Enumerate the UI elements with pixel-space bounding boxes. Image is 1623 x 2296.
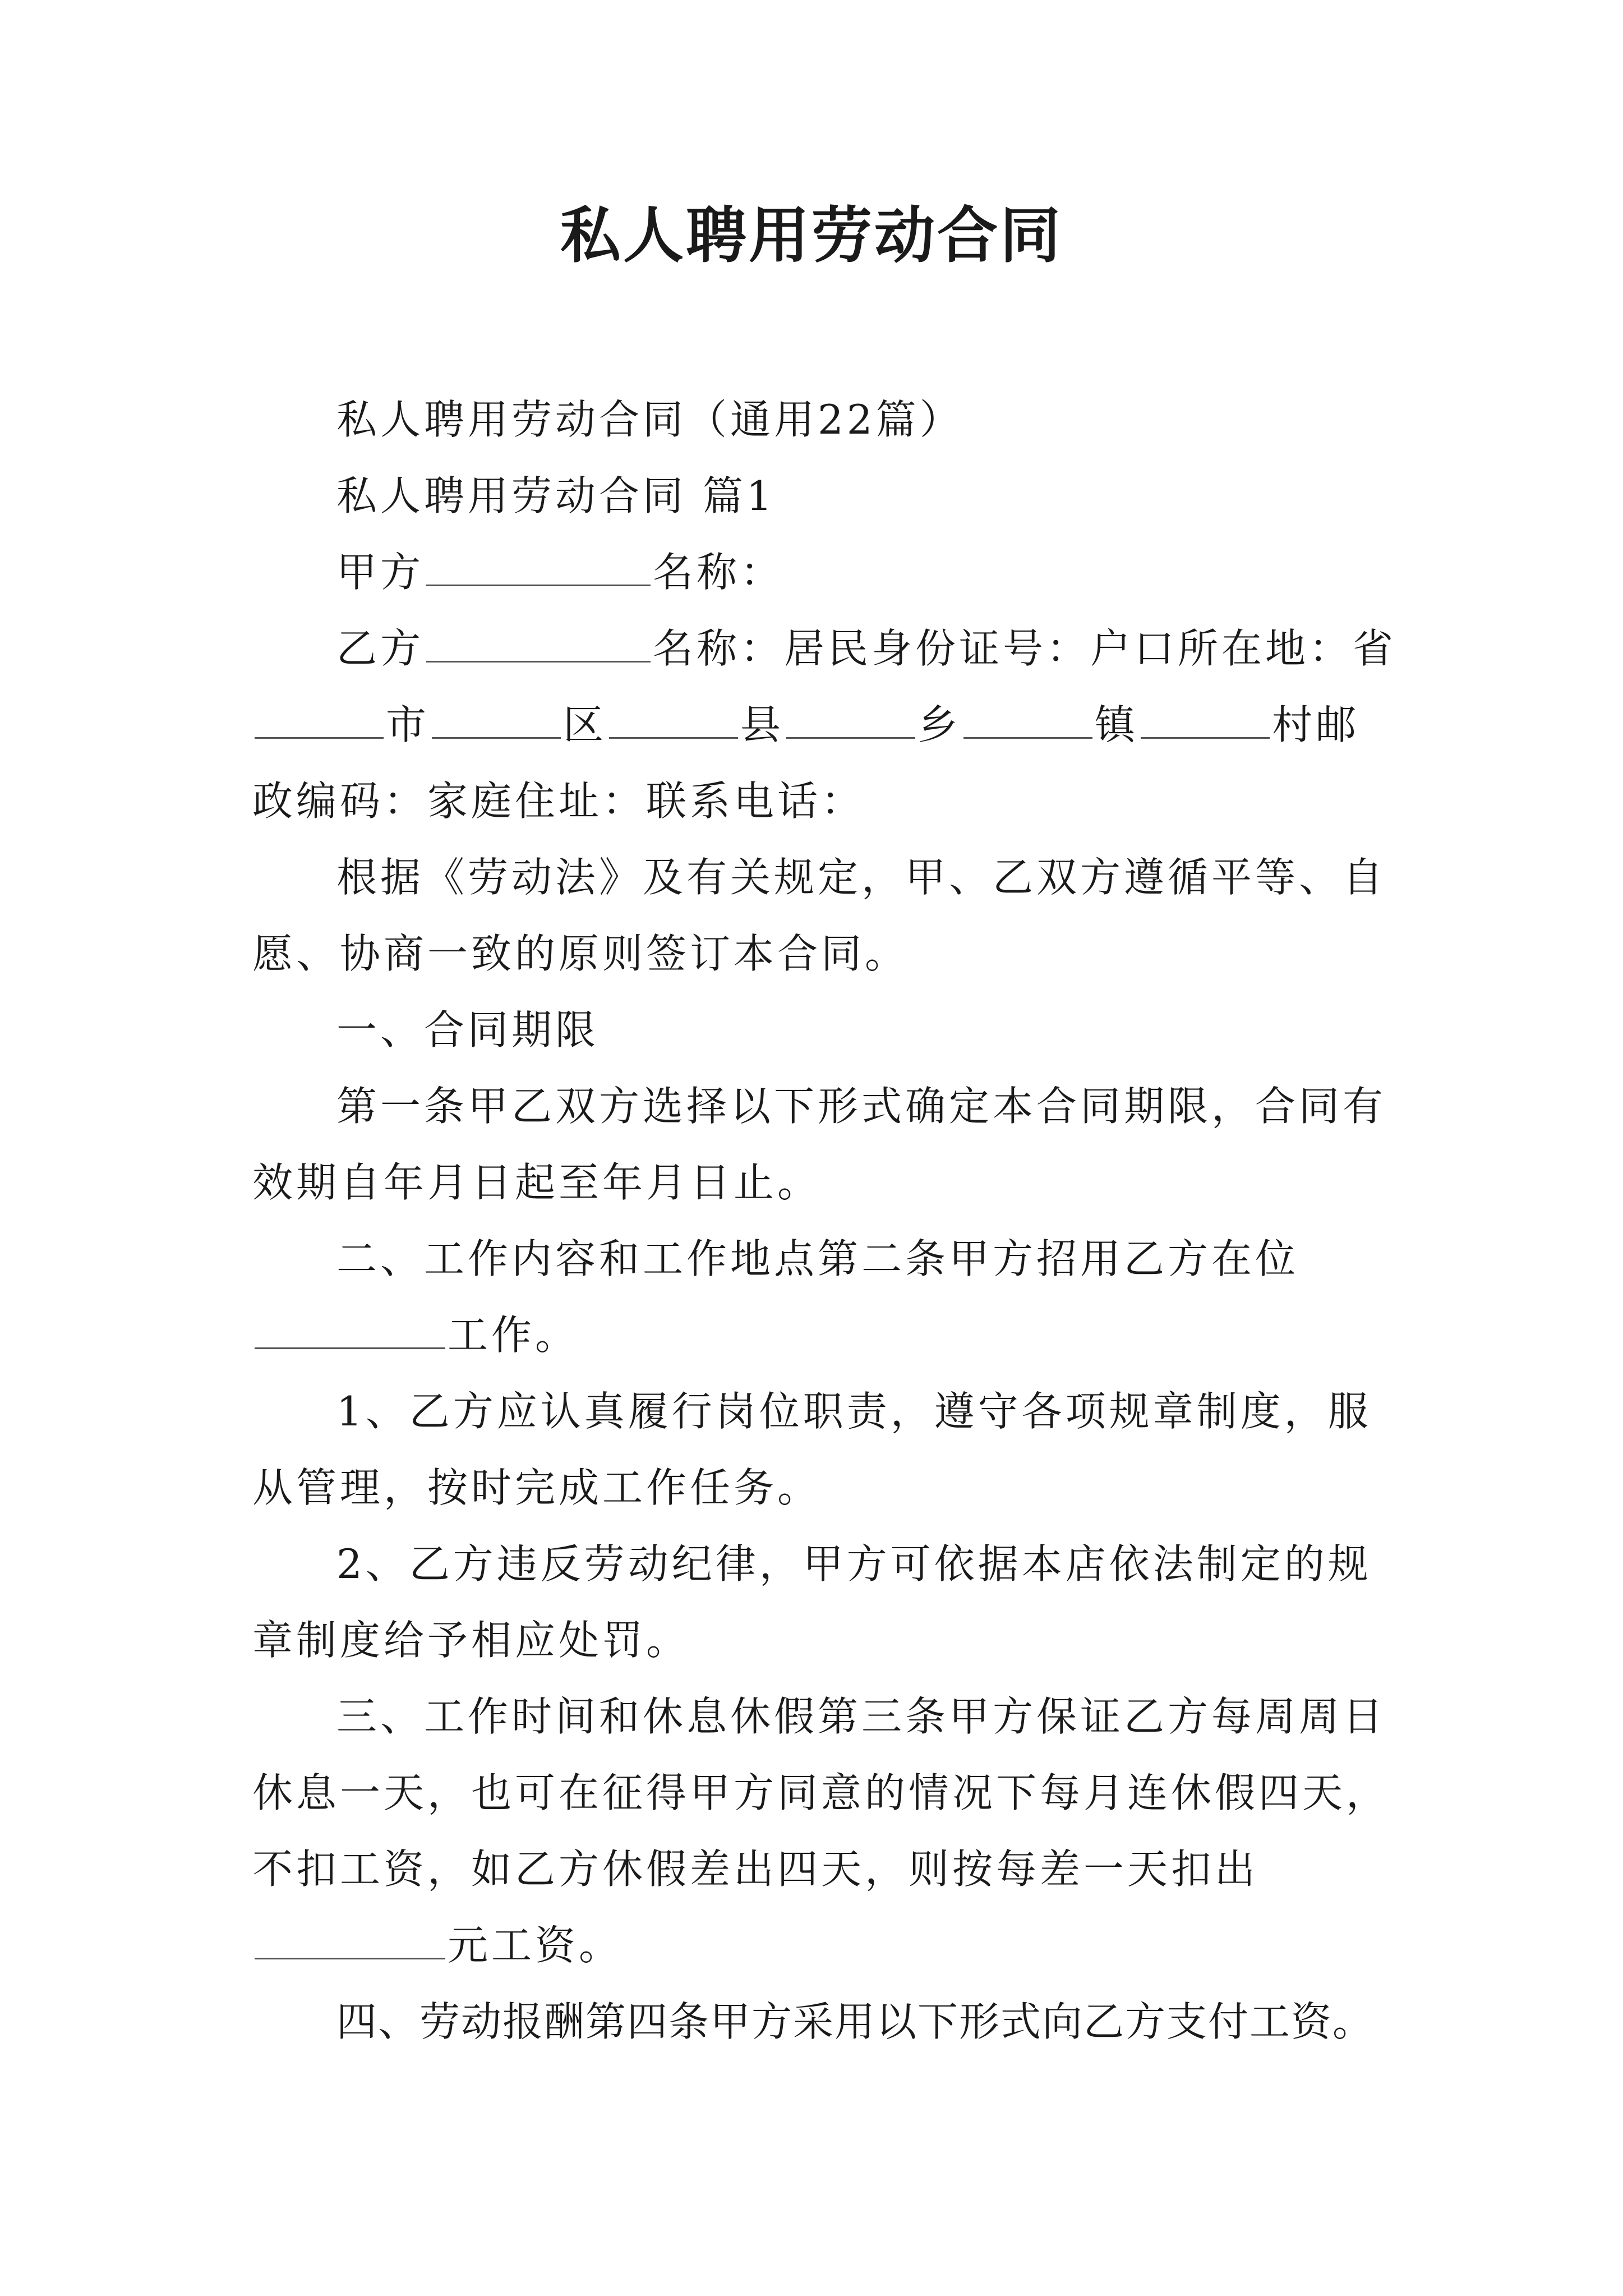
party-a-line (252, 534, 1402, 610)
address-province-label: 省 (1353, 625, 1397, 672)
item-2: 2、乙方违反劳动纪律，甲方可依据本店依法制定的规章制度给予相应处罚。 (252, 1540, 1372, 1664)
address-province-blank (255, 703, 384, 739)
party-a-name-label: 名称： (653, 549, 785, 596)
article-1: 第一条甲乙双方选择以下形式确定本合同期限，合同有效期自年月日起至年月日止。 (252, 1083, 1387, 1206)
heading-2 (252, 1221, 1402, 1373)
position-blank (255, 1314, 445, 1349)
party-b-line (252, 610, 1402, 839)
party-b-blank (426, 627, 651, 662)
party-a-blank (426, 551, 651, 586)
heading-4: 四、劳动报酬第四条甲方采用以下形式向乙方支付工资。 (336, 1998, 1375, 2045)
party-a-label: 甲方 (336, 549, 425, 596)
address-town-blank (1141, 703, 1270, 739)
heading-3-text: 三、工作时间和休息休假第三条甲方保证乙方每周周日休息一天，也可在征得甲方同意的情况下每月连休假四天，不扣工资，如乙方休假差出四天，则按每差一天扣出 (252, 1693, 1390, 1893)
address-city-label: 市 (386, 701, 430, 748)
heading-2-text: 二、工作内容和工作地点第二条甲方招用乙方在位 (336, 1235, 1299, 1282)
address-district-label: 区 (563, 701, 607, 748)
address-township-blank (963, 703, 1092, 739)
heading-3-tail: 元工资。 (448, 1922, 623, 1969)
address-district-blank (609, 703, 738, 739)
document-body (252, 381, 1402, 2060)
party-b-label: 乙方 (336, 625, 425, 672)
address-county-label: 县 (740, 701, 785, 748)
subtitle: 私人聘用劳动合同（通用22篇） (336, 396, 963, 443)
intro-paragraph: 根据《劳动法》及有关规定，甲、乙双方遵循平等、自愿、协商一致的原则签订本合同。 (252, 854, 1387, 977)
heading-1: 一、合同期限 (336, 1006, 600, 1053)
item-1: 1、乙方应认真履行岗位职责，遵守各项规章制度，服从管理，按时完成工作任务。 (252, 1388, 1372, 1511)
address-county-blank (786, 703, 915, 739)
section-heading: 私人聘用劳动合同 篇1 (336, 472, 776, 519)
deduction-blank (255, 1924, 445, 1959)
document-title: 私人聘用劳动合同 (560, 200, 1063, 271)
address-town-label: 镇 (1095, 701, 1139, 748)
heading-2-tail: 工作。 (448, 1312, 579, 1359)
address-township-label: 乡 (917, 701, 962, 748)
heading-3 (252, 1678, 1402, 1984)
address-tail: 村邮政编码：家庭住址：联系电话： (252, 701, 1360, 825)
address-city-blank (432, 703, 561, 739)
party-b-fields: 名称：居民身份证号：户口所在地： (653, 625, 1353, 672)
